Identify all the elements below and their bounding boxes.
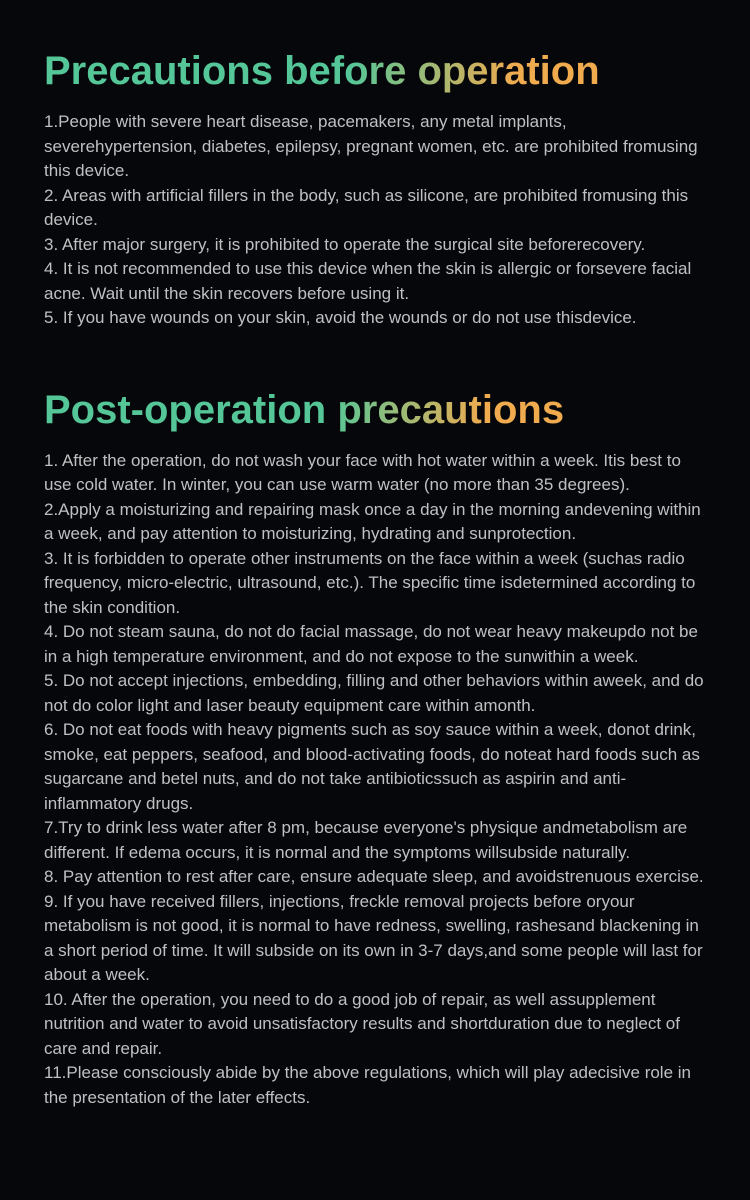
list-item: 3. After major surgery, it is prohibited to operate the surgical site beforerecovery. bbox=[44, 234, 646, 254]
section-body-post-operation bbox=[44, 449, 710, 1111]
list-item: 3. It is forbidden to operate other instruments on the face within a week (suchas radio frequency, micro-electric, ultrasound, etc.). The specific time isdetermined according to the skin condition. bbox=[44, 548, 696, 617]
list-item: 4. Do not steam sauna, do not do facial massage, do not wear heavy makeupdo not be in a high temperature environment, and do not expose to the sunwithin a week. bbox=[44, 622, 698, 666]
list-item: 11.Please consciously abide by the above regulations, which will play adecisive role in the presentation of the later effects. bbox=[44, 1063, 691, 1107]
section-post-operation-precautions bbox=[44, 386, 710, 1111]
list-item: 5. Do not accept injections, embedding, filling and other behaviors within aweek, and do not do color light and laser beauty equipment care within amonth. bbox=[44, 671, 704, 715]
list-item: 2.Apply a moisturizing and repairing mask once a day in the morning andevening within a week, and pay attention to moisturizing, hydrating and sunprotection. bbox=[44, 499, 701, 543]
list-item: 10. After the operation, you need to do a good job of repair, as well assupplement nutrition and water to avoid unsatisfactory results and shortduration due to neglect of care and repair. bbox=[44, 989, 680, 1058]
section-precautions-before-operation bbox=[44, 47, 710, 331]
section-body-pre-operation bbox=[44, 110, 710, 331]
list-item: 4. It is not recommended to use this device when the skin is allergic or forsevere facial acne. Wait until the skin recovers before using it. bbox=[44, 259, 692, 303]
list-item: 6. Do not eat foods with heavy pigments such as soy sauce within a week, donot drink, smoke, eat peppers, seafood, and blood-activating foods, do noteat hard foods such as sugarcane and betel nuts, and do not take antibioticssuch as aspirin and anti-inflammatory drugs. bbox=[44, 720, 700, 813]
list-item: 1.People with severe heart disease, pacemakers, any metal implants, severehypertension, diabetes, epilepsy, pregnant women, etc. are prohibited fromusing this device. bbox=[44, 112, 698, 180]
list-item: 9. If you have received fillers, injections, freckle removal projects before oryour metabolism is not good, it is normal to have redness, swelling, rashesand blackening in a short period of time. It will subside on its own in 3-7 days,and some people will last for about a week. bbox=[44, 891, 703, 984]
list-item: 2. Areas with artificial fillers in the body, such as silicone, are prohibited fromusing this device. bbox=[44, 185, 689, 229]
section-title-precautions-before-operation: Precautions before operation bbox=[44, 49, 600, 93]
list-item: 8. Pay attention to rest after care, ensure adequate sleep, and avoidstrenuous exercise. bbox=[44, 867, 704, 886]
section-title-post-operation-precautions: Post-operation precautions bbox=[44, 387, 565, 432]
list-item: 1. After the operation, do not wash your face with hot water within a week. Itis best to use cold water. In winter, you can use warm water (no more than 35 degrees). bbox=[44, 450, 681, 494]
list-item: 5. If you have wounds on your skin, avoid the wounds or do not use thisdevice. bbox=[44, 308, 637, 327]
list-item: 7.Try to drink less water after 8 pm, because everyone's physique andmetabolism are different. If edema occurs, it is normal and the symptoms willsubside naturally. bbox=[44, 818, 688, 862]
